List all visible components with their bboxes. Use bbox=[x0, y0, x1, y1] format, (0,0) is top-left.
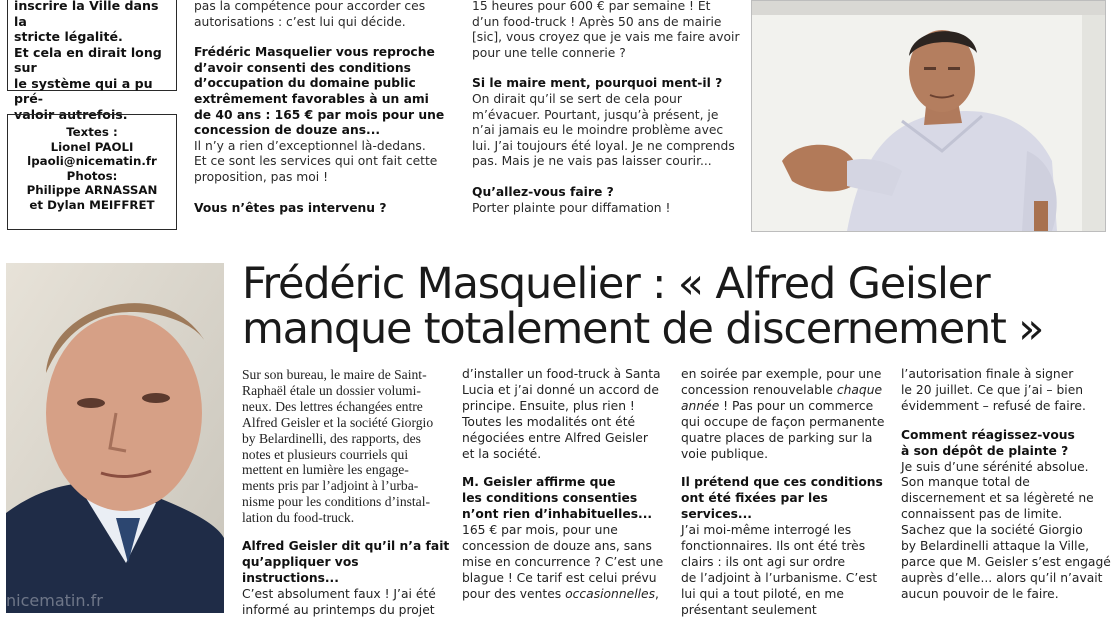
question-line: n’ont rien d’inhabituelles... bbox=[462, 507, 653, 522]
italic-span: année bbox=[681, 398, 720, 413]
text-line: l’autorisation finale à signer bbox=[901, 367, 1074, 381]
text-line: n’ai jamais eu le moindre problème avec bbox=[472, 123, 724, 138]
text-line: by Belardinelli, des rapports, des bbox=[242, 430, 421, 446]
question-line: ont été fixées par les services... bbox=[681, 491, 828, 522]
text-line: Et cela en dirait long sur bbox=[14, 44, 162, 75]
text-line: Et ce sont les services qui ont fait cette bbox=[194, 154, 438, 169]
question-line: à son dépôt de plainte ? bbox=[901, 443, 1069, 458]
question-line: Qu’allez-vous faire ? bbox=[472, 184, 614, 199]
text-line: le système qui a pu pré- bbox=[14, 75, 153, 106]
italic-span: chaque bbox=[836, 382, 883, 397]
text-line: en soirée par exemple, pour une bbox=[681, 367, 882, 381]
text-line: pour une telle connerie ? bbox=[472, 45, 626, 60]
text-line: neux. Des lettres échangées entre bbox=[242, 398, 423, 414]
text-line: parce que M. Geisler s’est engagé bbox=[901, 554, 1111, 569]
credits-photographer: et Dylan MEIFFRET bbox=[29, 197, 155, 212]
headline-line: manque totalement de discernement » bbox=[242, 304, 1044, 354]
text-line: proposition, pas moi ! bbox=[194, 169, 329, 184]
watermark: nicematin.fr bbox=[6, 591, 103, 610]
question-line: de 40 ans : 165 € par mois pour une bbox=[194, 107, 445, 122]
credits-photographer: Philippe ARNASSAN bbox=[26, 183, 158, 197]
text-line: aucun pouvoir de le faire. bbox=[901, 586, 1059, 601]
question-line: Vous n’êtes pas intervenu ? bbox=[194, 200, 387, 215]
italic-span: occasionnelles bbox=[565, 586, 656, 601]
article-column-4 bbox=[901, 367, 1111, 603]
credits-email[interactable]: lpaoli@nicematin.fr bbox=[27, 154, 157, 168]
text-line: le 20 juillet. Ce que j’ai – bien bbox=[901, 382, 1084, 397]
text-line: autorisations : c’est lui qui décide. bbox=[194, 14, 406, 29]
text-line: Lucia et j’ai donné un accord de bbox=[462, 382, 659, 397]
question-line: concession de douze ans... bbox=[194, 123, 381, 138]
text-span: pour des ventes bbox=[462, 586, 566, 601]
text-line: Alfred Geisler et la société Giorgio bbox=[242, 414, 434, 430]
text-line: voie publique. bbox=[681, 446, 769, 461]
interview-column-top-1 bbox=[194, 0, 464, 216]
text-line: principe. Ensuite, plus rien ! bbox=[462, 398, 635, 413]
question-line: M. Geisler affirme que bbox=[462, 475, 616, 490]
article-column-3 bbox=[681, 367, 893, 619]
text-line: Son manque total de bbox=[901, 475, 1030, 490]
text-span: ! Pas pour un commerce bbox=[719, 398, 874, 413]
interview-column-top-2 bbox=[472, 0, 747, 216]
question-line: Il prétend que ces conditions bbox=[681, 475, 883, 490]
text-line: stricte légalité. bbox=[14, 29, 123, 44]
question-line: extrêmement favorables à un ami bbox=[194, 91, 429, 106]
question-line: Comment réagissez-vous bbox=[901, 427, 1075, 442]
text-line bbox=[462, 587, 674, 603]
text-line: mise en concurrence ? C’est une bbox=[462, 554, 664, 569]
text-line: On dirait qu’il se sert de cela pour bbox=[472, 91, 682, 106]
text-span: , bbox=[655, 586, 659, 601]
text-line: mettent en lumière les engage- bbox=[242, 462, 409, 478]
question-line: d’avoir consenti des conditions bbox=[194, 60, 411, 75]
text-line: évidemment – refusé de faire. bbox=[901, 398, 1086, 413]
text-line: lation du food-truck. bbox=[242, 510, 355, 526]
text-line: by Belardinelli attaque la Ville, bbox=[901, 539, 1090, 554]
portrait-image bbox=[6, 263, 224, 613]
text-line: auprès d’elle... alors qu’il n’avait bbox=[901, 570, 1103, 585]
text-line: concession de douze ans, sans bbox=[462, 539, 652, 554]
text-line: pas la compétence pour accorder ces bbox=[194, 0, 426, 13]
text-line: 15 heures pour 600 € par semaine ! Et bbox=[472, 0, 711, 13]
text-line: clairs : ils ont agi sur ordre bbox=[681, 554, 846, 569]
text-line: valoir autrefois. bbox=[14, 106, 128, 122]
article-column-1 bbox=[242, 367, 454, 619]
text-line: et la société. bbox=[462, 446, 542, 461]
photo-frederic-masquelier bbox=[6, 263, 224, 613]
question-line: Alfred Geisler dit qu’il n’a fait bbox=[242, 539, 450, 554]
credits-photos-label: Photos: bbox=[66, 168, 118, 183]
text-line: présentant seulement bbox=[681, 602, 817, 617]
text-line: négociées entre Alfred Geisler bbox=[462, 430, 648, 445]
text-line: Sachez que la société Giorgio bbox=[901, 523, 1083, 538]
text-line: Porter plainte pour diffamation ! bbox=[472, 200, 671, 215]
text-line: ments pris par l’adjoint à l’urba- bbox=[242, 478, 419, 494]
text-line: Sur son bureau, le maire de Saint- bbox=[242, 367, 427, 382]
text-line: Je suis d’une sérénité absolue. bbox=[901, 459, 1089, 474]
intro-box bbox=[7, 0, 177, 122]
text-line: m’évacuer. Pourtant, jusqu’à présent, je bbox=[472, 107, 719, 122]
text-line: connaissent pas de limite. bbox=[901, 507, 1063, 522]
headline-line: Frédéric Masquelier : « Alfred Geisler bbox=[242, 259, 990, 309]
text-line: discernement et sa légèreté ne bbox=[901, 491, 1094, 506]
text-line: quatre places de parking sur la bbox=[681, 430, 873, 445]
text-line bbox=[681, 383, 893, 399]
credits-textes-label: Textes : bbox=[66, 125, 118, 139]
text-line: d’installer un food-truck à Santa bbox=[462, 367, 661, 381]
question-line: Frédéric Masquelier vous reproche bbox=[194, 45, 435, 60]
text-line: inscrire la Ville dans la bbox=[14, 0, 159, 29]
text-line: Il n’y a rien d’exceptionnel là-dedans. bbox=[194, 138, 426, 153]
text-line: pas. Mais je ne vais pas laisser courir... bbox=[472, 154, 712, 169]
photo-alfred-geisler bbox=[751, 0, 1106, 232]
text-line: informé au printemps du projet bbox=[242, 602, 435, 617]
text-line: nisme pour les conditions d’instal- bbox=[242, 494, 431, 510]
text-line: [sic], vous croyez que je vais me faire avoir bbox=[472, 30, 740, 45]
text-line: fonctionnaires. Ils ont été très bbox=[681, 539, 866, 554]
text-line: Toutes les modalités ont été bbox=[462, 414, 636, 429]
text-line: notes et plusieurs courriels qui bbox=[242, 446, 409, 462]
text-line: C’est absolument faux ! J’ai été bbox=[242, 586, 436, 601]
credits-box bbox=[7, 114, 177, 230]
article-column-2 bbox=[462, 367, 674, 603]
text-line: d’un food-truck ! Après 50 ans de mairie bbox=[472, 14, 722, 29]
text-line: lui qui a tout piloté, en me bbox=[681, 586, 844, 601]
text-line: Raphaël étale un dossier volumi- bbox=[242, 382, 421, 398]
question-line: d’occupation du domaine public bbox=[194, 76, 416, 91]
article-headline bbox=[242, 259, 1112, 354]
question-line: Si le maire ment, pourquoi ment-il ? bbox=[472, 76, 723, 91]
text-span: concession renouvelable bbox=[681, 382, 837, 397]
text-line: blague ! Ce tarif est celui prévu bbox=[462, 570, 657, 585]
text-line: de l’adjoint à l’urbanisme. C’est bbox=[681, 570, 878, 585]
credits-author: Lionel PAOLI bbox=[50, 139, 134, 154]
intro-box-text bbox=[14, 0, 174, 122]
question-line: qu’appliquer vos instructions... bbox=[242, 554, 359, 585]
portrait-image bbox=[752, 1, 1105, 231]
text-line: J’ai moi-même interrogé les bbox=[681, 523, 852, 538]
text-line: lui. J’ai toujours été loyal. Je ne comprends bbox=[472, 138, 735, 153]
text-line: 165 € par mois, pour une bbox=[462, 523, 618, 538]
text-line: qui occupe de façon permanente bbox=[681, 414, 885, 429]
text-line bbox=[681, 399, 893, 415]
question-line: les conditions consenties bbox=[462, 491, 638, 506]
